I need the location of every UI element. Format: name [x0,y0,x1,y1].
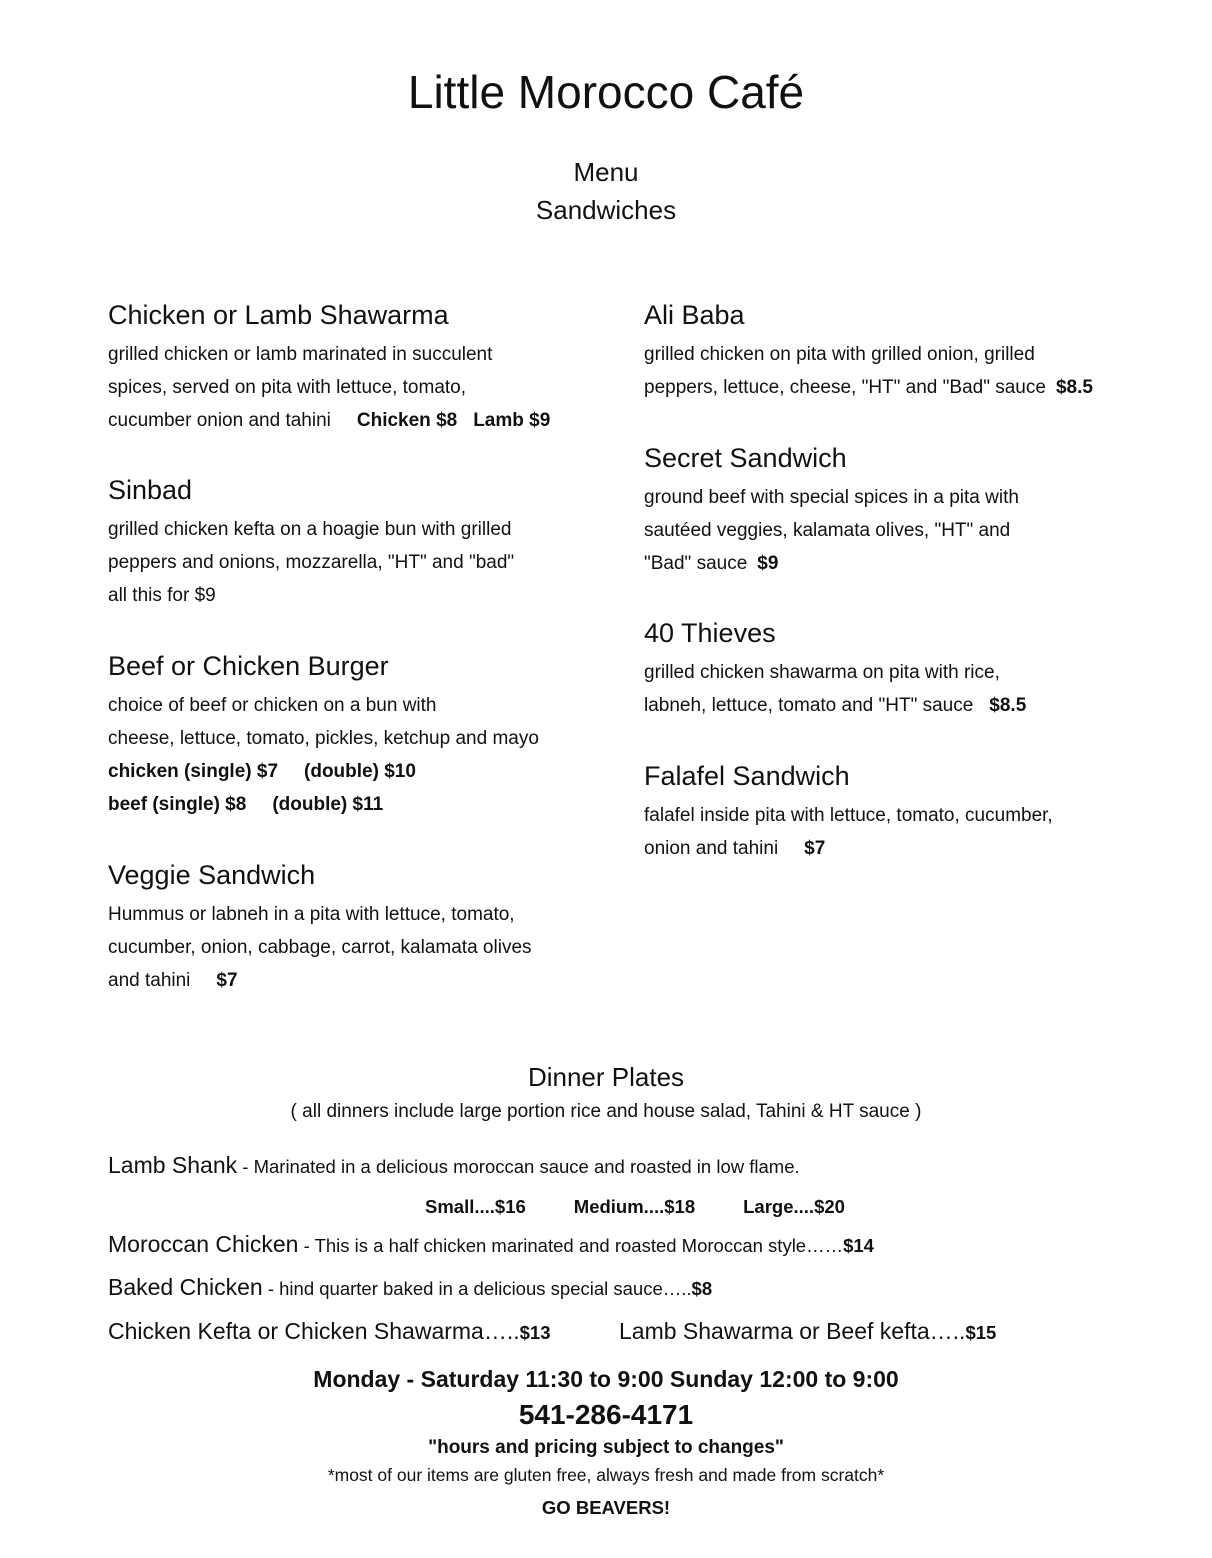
dinner-item-price: $14 [843,1235,874,1256]
dinner-item-moroccan-chicken [108,1231,874,1258]
item-desc-line: grilled chicken or lamb marinated in succulent [108,344,493,365]
item-desc-line: falafel inside pita with lettuce, tomato, cucumber, [644,805,1053,826]
item-desc-line: cucumber, onion, cabbage, carrot, kalamata olives [108,937,532,958]
item-name: Secret Sandwich [644,443,847,473]
item-price: (double) $10 [304,761,416,782]
dinner-item-desc: - hind quarter baked in a delicious special sauce….. [262,1278,692,1299]
item-price-line [108,788,588,821]
dinner-item-name: Moroccan Chicken [108,1231,299,1257]
dinner-item-baked-chicken [108,1274,712,1301]
item-desc-line [108,964,588,997]
menu-label: Menu [573,157,639,187]
item-desc-line: cheese, lettuce, tomato, pickles, ketchup and mayo [108,728,539,749]
dinner-item-lamb-shank [108,1152,800,1179]
item-price: $7 [804,838,826,859]
section-title-dinner-plates: Dinner Plates [527,1062,685,1092]
size-price-large: Large....$20 [743,1196,845,1217]
item-desc-text: peppers, lettuce, cheese, "HT" and "Bad" sauce [644,377,1046,398]
item-desc-line [108,404,588,437]
item-price: Lamb $9 [473,410,551,431]
menu-item-sinbad [108,474,588,612]
section-title-sandwiches: Sandwiches [535,195,677,225]
item-desc-text: cucumber onion and tahini [108,410,331,431]
item-name: Beef or Chicken Burger [108,651,389,681]
dinner-item-desc: - This is a half chicken marinated and roasted Moroccan style…… [298,1235,844,1256]
item-name: Sinbad [108,475,193,505]
item-name: Chicken or Lamb Shawarma [108,300,449,330]
item-desc-line: Hummus or labneh in a pita with lettuce, tomato, [108,904,515,925]
item-desc-line [644,689,1164,722]
item-price: $7 [216,970,238,991]
dinner-item-price: $8 [691,1278,713,1299]
item-desc-line [644,371,1164,404]
item-desc-text: "Bad" sauce [644,553,748,574]
dinner-item-kefta-shawarma [108,1318,551,1345]
dinner-item-name: Baked Chicken [108,1274,263,1300]
gluten-note: *most of our items are gluten free, always fresh and made from scratch* [327,1465,885,1485]
size-price-small: Small....$16 [425,1196,526,1217]
menu-item-falafel [644,760,1164,865]
pricing-notice: "hours and pricing subject to changes" [428,1437,784,1458]
dinner-note: ( all dinners include large portion rice and house salad, Tahini & HT sauce ) [290,1101,922,1122]
item-desc-line: all this for $9 [108,585,216,606]
item-desc-line: sautéed veggies, kalamata olives, "HT" and [644,520,1011,541]
item-desc-line: choice of beef or chicken on a bun with [108,695,437,716]
phone-number: 541-286-4171 [518,1399,694,1430]
item-desc-text: labneh, lettuce, tomato and "HT" sauce [644,695,974,716]
item-desc-line: peppers and onions, mozzarella, "HT" and "bad" [108,552,515,573]
item-price: chicken (single) $7 [108,761,279,782]
item-desc-line: ground beef with special spices in a pita with [644,487,1019,508]
dinner-item-price: $15 [965,1322,997,1343]
item-price: Chicken $8 [356,410,458,431]
item-desc-line: grilled chicken kefta on a hoagie bun with grilled [108,519,512,540]
menu-item-40-thieves [644,617,1164,722]
item-name: 40 Thieves [644,618,776,648]
item-price: $8.5 [1055,377,1093,398]
menu-item-burger [108,650,588,821]
dinner-item-lamb-beef [619,1318,996,1345]
item-desc-text: onion and tahini [644,838,779,859]
opening-hours: Monday - Saturday 11:30 to 9:00 Sunday 12:00 to 9:00 [313,1366,899,1392]
item-desc-line: grilled chicken on pita with grilled onion, grilled [644,344,1035,365]
menu-item-ali-baba [644,299,1164,404]
item-desc-line [644,832,1164,865]
item-desc-line [644,547,1164,580]
item-price: (double) $11 [272,794,384,815]
dinner-item-desc: - Marinated in a delicious moroccan sauce and roasted in low flame. [237,1156,800,1177]
item-desc-line: spices, served on pita with lettuce, tomato, [108,377,467,398]
dinner-item-name: Lamb Shawarma or Beef kefta….. [619,1318,966,1344]
page-title: Little Morocco Café [407,66,805,118]
item-desc-text: and tahini [108,970,191,991]
item-price: $8.5 [989,695,1027,716]
item-name: Veggie Sandwich [108,860,316,890]
menu-item-secret [644,442,1164,580]
dinner-item-price: $13 [519,1322,551,1343]
dinner-item-name: Chicken Kefta or Chicken Shawarma….. [108,1318,520,1344]
cheer-text: GO BEAVERS! [541,1497,671,1518]
item-desc-line: grilled chicken shawarma on pita with rice, [644,662,1000,683]
menu-item-shawarma [108,299,588,437]
item-name: Ali Baba [644,300,745,330]
item-name: Falafel Sandwich [644,761,850,791]
item-price: $9 [757,553,779,574]
item-price-line [108,755,588,788]
menu-item-veggie [108,859,588,997]
dinner-item-name: Lamb Shank [108,1152,238,1178]
dinner-item-lamb-shank-sizes [425,1196,845,1218]
item-price: beef (single) $8 [108,794,247,815]
size-price-medium: Medium....$18 [573,1196,696,1217]
